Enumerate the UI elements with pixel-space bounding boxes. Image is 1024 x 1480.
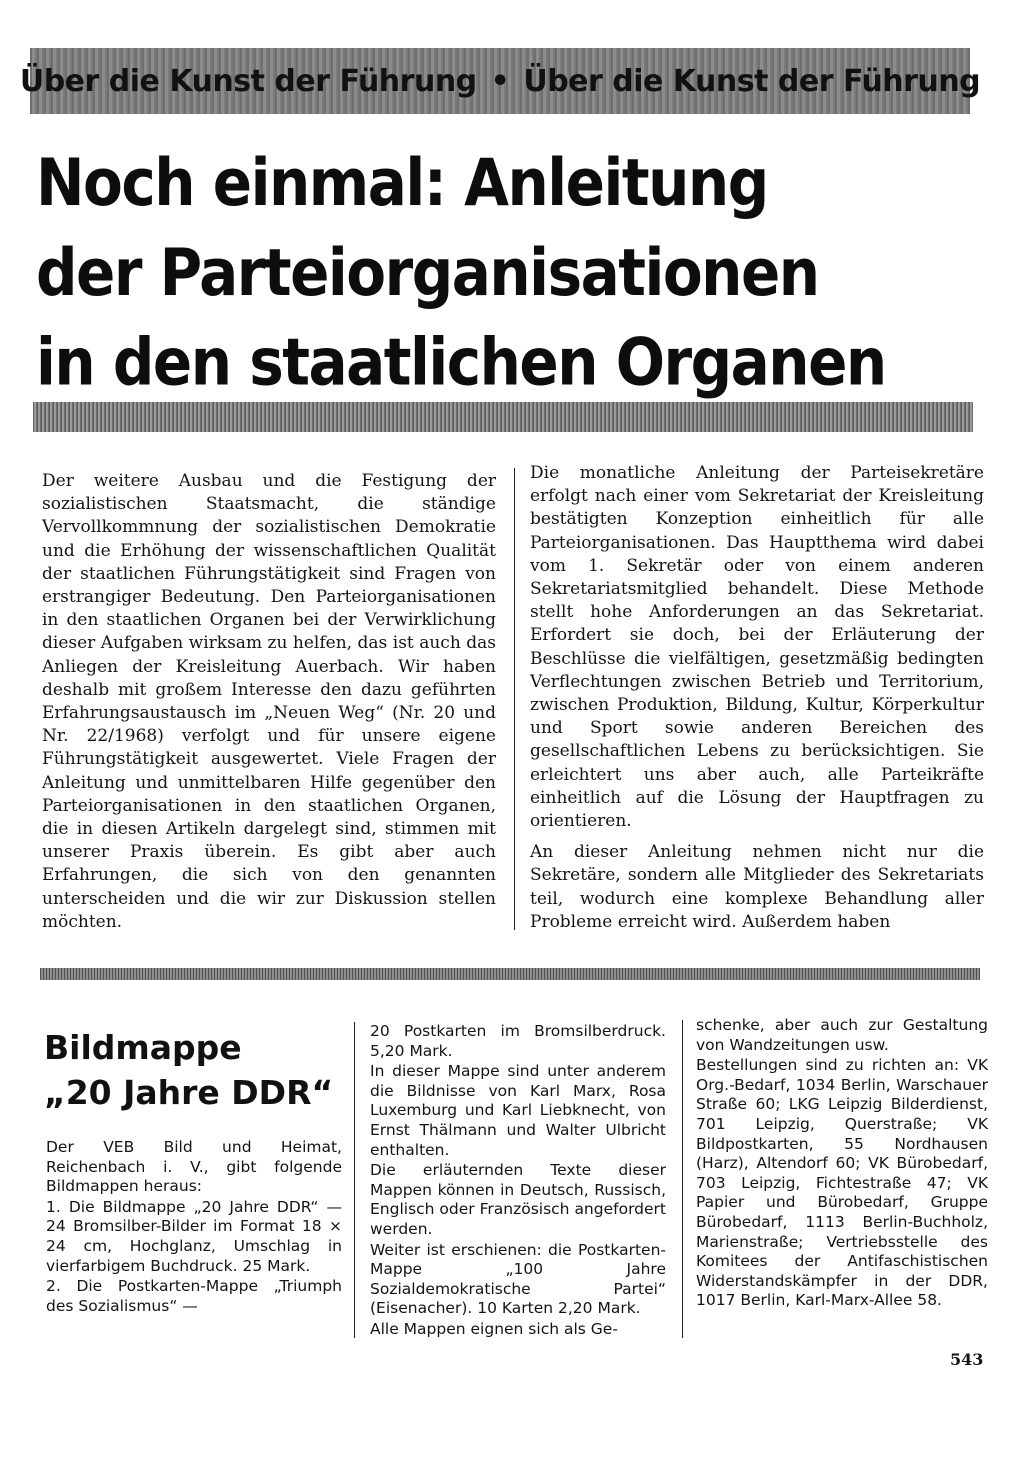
notice-paragraph: In dieser Mappe sind unter anderem die Bildnisse von Karl Marx, Rosa Luxemburg und Karl Liebknecht, von Ernst Thälmann und Walter Ulbricht enthalten. xyxy=(370,1062,666,1159)
notice-column-1 xyxy=(46,1138,342,1316)
notice-paragraph: 20 Postkarten im Bromsilberdruck. 5,20 Mark. xyxy=(370,1022,666,1060)
notice-paragraph: Weiter ist erschienen: die Postkarten-Mappe „100 Jahre Sozialdemokratische Partei“ (Eisenacher). 10 Karten 2,20 Mark. xyxy=(370,1240,666,1318)
notice-title-line-2: „20 Jahre DDR“ xyxy=(44,1073,334,1112)
notice-column-3 xyxy=(696,1016,988,1311)
section-banner-text xyxy=(19,48,981,114)
banner-separator: • xyxy=(490,63,510,99)
column-divider xyxy=(514,468,515,930)
article-paragraph: Die monatliche Anleitung der Parteisekretäre erfolgt nach einer vom Sekretariat der Kreisleitung bestätigten Konzeption einheitlich für alle Parteiorganisationen. Das Hauptthema wird dabei vom 1. Sekretär oder von einem anderen Sekretariatsmitglied behandelt. Diese Methode stellt hohe Anforderungen an das Sekretariat. Erfordert sie doch, bei der Erläuterung der Beschlüsse die vielfältigen, gesetzmäßig bedingten Verflechtungen zwischen Betrieb und Territorium, zwischen Produktion, Bildung, Kultur, Körperkultur und Sport sowie anderen Bereichen des gesellschaftlichen Lebens zu berücksichtigen. Sie erleichtert uns aber auch, alle Parteikräfte einheitlich auf die Lösung der Hauptfragen zu orientieren. xyxy=(530,463,984,832)
notice-paragraph: Die erläuternden Texte dieser Mappen können in Deutsch, Russisch, Englisch oder Französisch angefordert werden. xyxy=(370,1161,666,1238)
notice-paragraph: schenke, aber auch zur Gestaltung von Wandzeitungen usw. xyxy=(696,1016,988,1054)
section-banner xyxy=(19,48,981,114)
notice-paragraph: Der VEB Bild und Heimat, Reichenbach i. V., gibt folgende Bildmappen heraus: xyxy=(46,1138,342,1196)
column-divider xyxy=(354,1022,355,1338)
notice-title-line-1: Bildmappe xyxy=(44,1028,242,1067)
section-rule xyxy=(40,968,980,980)
article-paragraph: An dieser Anleitung nehmen nicht nur die Sekretäre, sondern alle Mitglieder des Sekretariats teil, wodurch eine komplexe Behandlung aller Probleme erreicht wird. Außerdem haben xyxy=(530,842,984,932)
article-column-2 xyxy=(530,462,984,934)
notice-title xyxy=(44,1025,334,1115)
article-headline xyxy=(36,138,936,407)
notice-paragraph: 2. Die Postkarten-Mappe „Triumph des Sozialismus“ — xyxy=(46,1277,342,1315)
page-number: 543 xyxy=(950,1350,984,1369)
headline-line-1: Noch einmal: Anleitung xyxy=(36,144,768,221)
banner-label-right: Über die Kunst der Führung xyxy=(523,63,981,99)
notice-paragraph: Alle Mappen eignen sich als Ge- xyxy=(370,1319,618,1338)
headline-line-3: in den staatlichen Organen xyxy=(36,323,886,401)
notice-paragraph: 1. Die Bildmappe „20 Jahre DDR“ — 24 Bromsilber-Bilder im Format 18 × 24 cm, Hochglanz, Umschlag in vierfarbigem Buchdruck. 25 Mark. xyxy=(46,1197,342,1275)
notice-paragraph: Bestellungen sind zu richten an: VK Org.-Bedarf, 1034 Berlin, Warschauer Straße 60; LKG Leipzig Bilderdienst, 701 Leipzig, Querstraße; VK Bildpostkarten, 55 Nordhausen (Harz), Altendorf 60; VK Bürobedarf, 703 Leipzig, Fichtestraße 47; VK Papier und Bürobedarf, Gruppe Bürobedarf, 1113 Berlin-Buchholz, Marienstraße; Vertriebsstelle des Komitees der Antifaschistischen Widerstandskämpfer in der DDR, 1017 Berlin, Karl-Marx-Allee 58. xyxy=(696,1056,988,1310)
banner-label-left: Über die Kunst der Führung xyxy=(19,63,477,99)
headline-line-2: der Parteiorganisationen xyxy=(36,234,819,311)
article-column-1 xyxy=(42,470,496,934)
notice-column-2 xyxy=(370,1022,666,1340)
headline-rule xyxy=(33,402,973,432)
column-divider xyxy=(682,1020,683,1338)
article-paragraph: Der weitere Ausbau und die Festigung der sozialistischen Staatsmacht, die ständige Vervollkommnung der sozialistischen Demokratie und die Erhöhung der wissenschaftlichen Qualität der staatlichen Führungstätigkeit sind Fragen von erstrangiger Bedeutung. Den Parteiorganisationen in den staatlichen Organen bei der Verwirklichung dieser Aufgaben wirksam zu helfen, das ist auch das Anliegen der Kreisleitung Auerbach. Wir haben deshalb mit großem Interesse den dazu geführten Erfahrungsaustausch im „Neuen Weg“ (Nr. 20 und Nr. 22/1968) verfolgt und für unsere eigene Führungstätigkeit ausgewertet. Viele Fragen der Anleitung und unmittelbaren Hilfe gegenüber den Parteiorganisationen in den staatlichen Organen, die in diesen Artikeln dargelegt sind, stimmen mit unserer Praxis überein. Es gibt aber auch Erfahrungen, die sich von den genannten unterscheiden und die wir zur Diskussion stellen möchten. xyxy=(42,471,496,932)
